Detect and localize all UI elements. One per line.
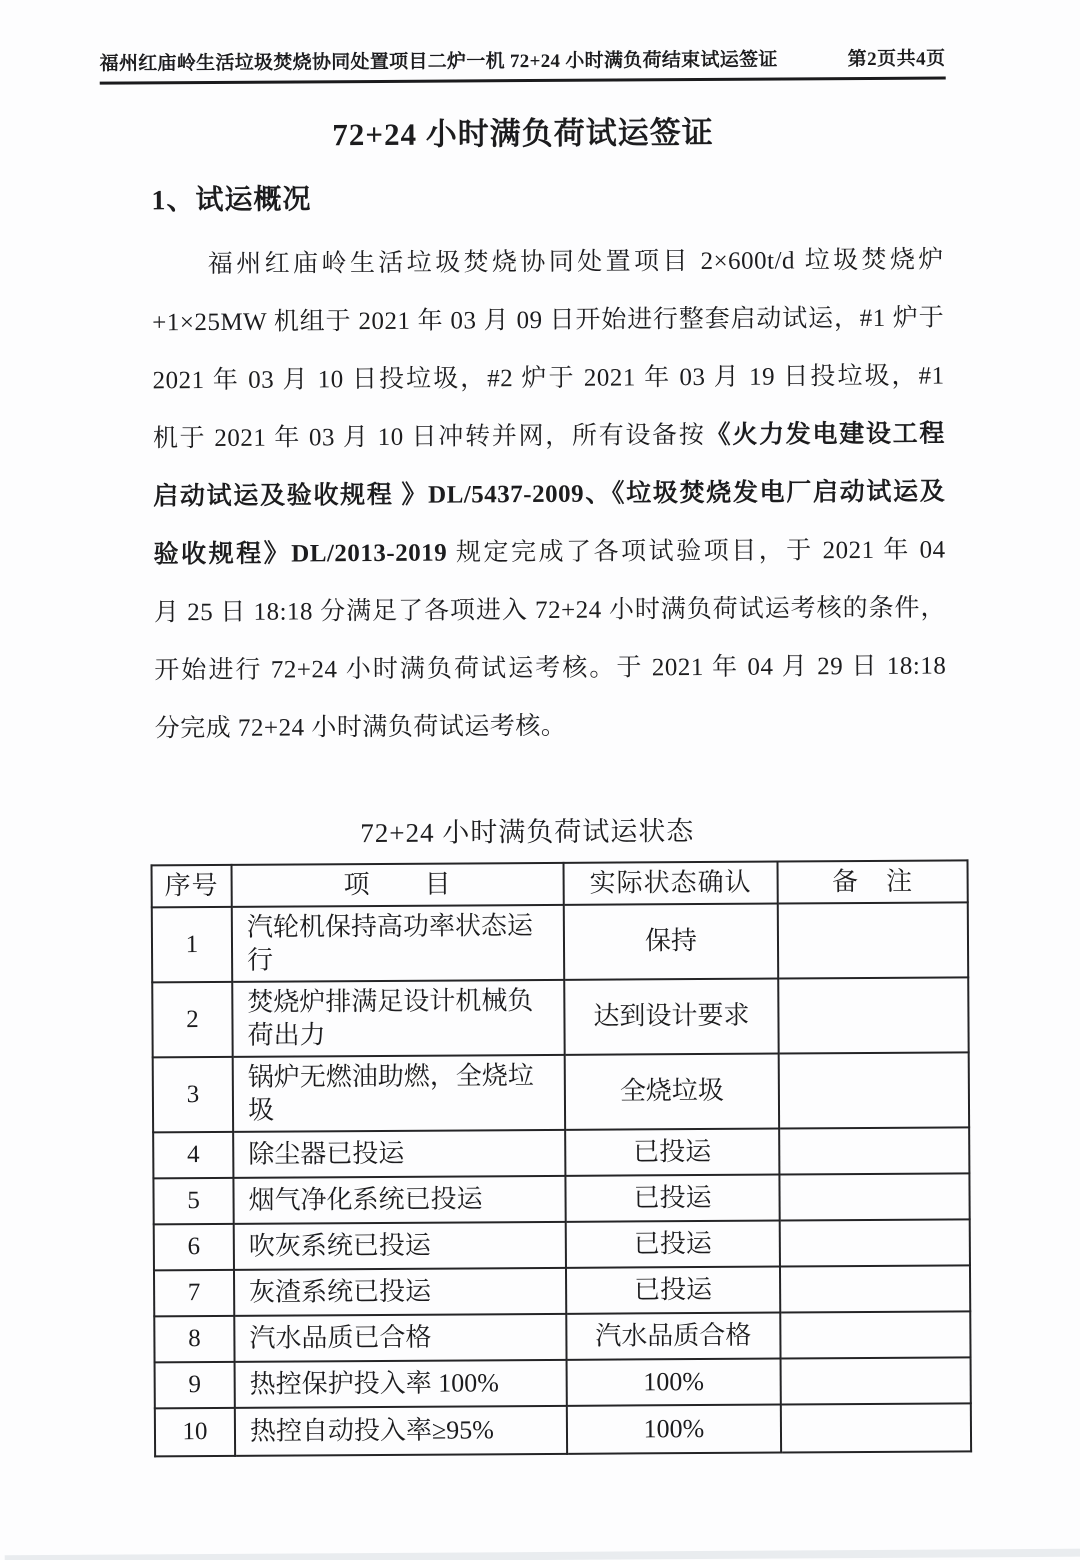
cell-seq: 2 <box>152 982 232 1057</box>
paragraph-text: 机于 2021 年 03 月 10 日冲转并网，所有设备按 <box>152 421 706 453</box>
cell-seq: 5 <box>153 1178 233 1224</box>
paragraph-text-bold: 验收规程》DL/2013-2019 <box>153 539 448 569</box>
cell-remark <box>781 1403 971 1452</box>
cell-seq: 1 <box>152 907 232 982</box>
cell-remark <box>779 1052 969 1128</box>
table-header-cell: 序号 <box>152 865 232 907</box>
cell-remark <box>779 1127 969 1174</box>
paragraph-text: 开始进行 72+24 小时满负荷试运考核。于 2021 年 04 月 29 日 18:18 <box>154 652 947 685</box>
paragraph-text: 福州红庙岭生活垃圾焚烧协同处置项目 2×600t/d 垃圾焚烧炉 <box>207 246 944 279</box>
cell-item: 热控保护投入率 100% <box>235 1360 567 1408</box>
cell-status: 已投运 <box>566 1267 780 1314</box>
paragraph-line <box>155 696 947 759</box>
table-row <box>153 1052 969 1132</box>
table-row <box>155 1403 971 1456</box>
body-paragraph <box>152 232 947 759</box>
cell-item: 吹灰系统已投运 <box>234 1222 566 1270</box>
cell-seq: 7 <box>154 1270 234 1316</box>
cell-remark <box>778 902 968 978</box>
cell-status: 保持 <box>564 904 778 980</box>
cell-status: 达到设计要求 <box>564 979 778 1055</box>
cell-seq: 9 <box>155 1362 235 1408</box>
paragraph-text-bold: 启动试运及验收规程 》DL/5437-2009、《垃圾焚烧发电厂启动试运及 <box>153 478 946 511</box>
table-row <box>153 1173 969 1224</box>
section-heading: 1、试运概况 <box>151 184 312 217</box>
cell-seq: 3 <box>153 1057 233 1132</box>
cell-status: 全烧垃圾 <box>565 1054 779 1130</box>
cell-status: 已投运 <box>566 1221 780 1268</box>
cell-remark <box>778 977 968 1053</box>
paragraph-line <box>154 580 946 643</box>
table-row <box>155 1357 971 1408</box>
table-body <box>152 902 971 1456</box>
cell-status: 100% <box>567 1359 781 1406</box>
cell-status: 已投运 <box>565 1175 779 1222</box>
table-caption: 72+24 小时满负荷试运状态 <box>360 816 695 849</box>
doc-title: 72+24 小时满负荷试运签证 <box>332 114 714 153</box>
table-header-cell: 备 注 <box>778 860 968 903</box>
cell-status: 已投运 <box>565 1129 779 1176</box>
paragraph-text: 月 25 日 18:18 分满足了各项进入 72+24 小时满负荷试运考核的条件， <box>153 594 947 627</box>
cell-item: 除尘器已投运 <box>233 1130 565 1178</box>
cell-seq: 10 <box>155 1408 235 1456</box>
cell-item: 汽轮机保持高功率状态运行 <box>232 905 564 982</box>
paragraph-line <box>152 348 944 411</box>
status-table <box>151 859 973 1457</box>
cell-item: 烟气净化系统已投运 <box>233 1176 565 1224</box>
table-row <box>154 1265 970 1316</box>
cell-item: 锅炉无燃油助燃，全烧垃圾 <box>233 1055 565 1132</box>
page-header <box>100 44 946 85</box>
paragraph-line <box>154 638 946 701</box>
table-row <box>153 1127 969 1178</box>
table-header-cell: 项 目 <box>232 863 564 907</box>
paragraph-line <box>152 232 944 295</box>
cell-status: 100% <box>567 1405 781 1454</box>
paragraph-text: 分完成 72+24 小时满负荷试运考核。 <box>154 712 567 743</box>
cell-remark <box>780 1311 970 1358</box>
cell-remark <box>779 1173 969 1220</box>
header-page-number: 第2页共4页 <box>847 48 946 71</box>
cell-seq: 4 <box>153 1132 233 1178</box>
cell-remark <box>780 1219 970 1266</box>
table-row <box>154 1219 970 1270</box>
paragraph-line <box>152 290 944 353</box>
cell-item: 灰渣系统已投运 <box>234 1268 566 1316</box>
header-title: 福州红庙岭生活垃圾焚烧协同处置项目二炉一机 72+24 小时满负荷结束试运签证 <box>99 49 778 75</box>
cell-status: 汽水品质合格 <box>566 1313 780 1360</box>
paragraph-line <box>153 464 945 527</box>
paragraph-text-bold: 《火力发电建设工程 <box>705 420 945 449</box>
scan-edge-artifact <box>5 1549 1080 1560</box>
cell-remark <box>781 1357 971 1404</box>
paragraph-text: +1×25MW 机组于 2021 年 03 月 09 日开始进行整套启动试运，#1 炉于 <box>152 304 945 337</box>
cell-item: 汽水品质已合格 <box>234 1314 566 1362</box>
paragraph-text: 规定完成了各项试验项目，于 2021 年 04 <box>447 536 946 567</box>
table-row <box>152 902 968 982</box>
table-row <box>154 1311 970 1362</box>
cell-item: 焚烧炉排满足设计机械负荷出力 <box>232 980 564 1057</box>
table-row <box>152 977 968 1057</box>
cell-remark <box>780 1265 970 1312</box>
cell-item: 热控自动投入率≥95% <box>235 1406 567 1456</box>
paragraph-line <box>153 522 945 585</box>
paragraph-line <box>153 406 945 469</box>
table-header-cell: 实际状态确认 <box>564 862 778 905</box>
table-header-row <box>152 860 968 907</box>
paragraph-text: 2021 年 03 月 10 日投垃圾，#2 炉于 2021 年 03 月 19 日投垃圾，#1 <box>152 362 945 395</box>
cell-seq: 8 <box>154 1316 234 1362</box>
cell-seq: 6 <box>154 1224 234 1270</box>
